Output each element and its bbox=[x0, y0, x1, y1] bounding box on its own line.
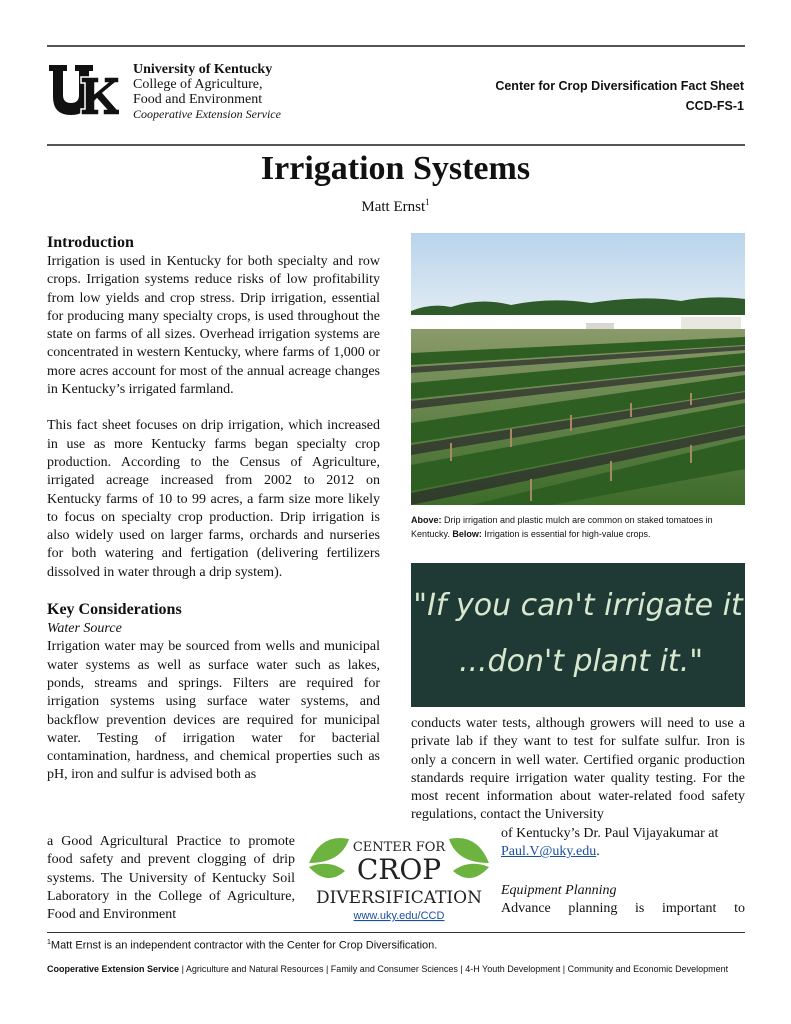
ccd-center-for: CENTER FOR bbox=[352, 840, 446, 855]
author bbox=[0, 197, 791, 216]
sign-line-1: "If you can't irrigate it bbox=[413, 588, 743, 623]
email-link[interactable]: Paul.V@uky.edu bbox=[501, 844, 597, 860]
ccd-crop: CROP bbox=[356, 853, 442, 886]
ccd-diversification: DIVERSIFICATION bbox=[316, 888, 482, 908]
uk-logo bbox=[47, 63, 119, 118]
water-source-subhead: Water Source bbox=[47, 621, 122, 637]
header-rule bbox=[47, 144, 745, 146]
uni-line-1: University of Kentucky bbox=[133, 62, 273, 77]
author-footnote-mark: 1 bbox=[425, 197, 430, 207]
right-paragraph-1-cont: of Kentucky’s Dr. Paul Vijayakumar at bbox=[501, 826, 719, 841]
footnote-mark: 1 bbox=[47, 939, 51, 946]
author-name: Matt Ernst bbox=[361, 199, 426, 215]
left-column bbox=[47, 233, 380, 785]
intro-heading: Introduction bbox=[47, 234, 134, 251]
irrigation-sign-photo bbox=[411, 563, 745, 707]
footnote bbox=[47, 939, 437, 952]
left-column-wrap bbox=[47, 833, 295, 924]
intro-paragraph-1: Irrigation is used in Kentucky for both specialty and row crops. Irrigation systems reduce risks of low profitability from low yields and crop stress. Drip irrigation, essential for producing many specialty crops, is used throughout the state on farms of all sizes. Overhead irrigation systems are concentrated in western Kentucky, where farms of 1,000 or more acres account for most of the annual acreage changes in Kentucky’s irrigated farmland. bbox=[47, 254, 380, 398]
water-source-paragraph-cont: a Good Agricultural Practice to promote food safety and prevent clogging of drip systems. The University of Kentucky Soil Laboratory in the College of Agriculture, Food and Environment bbox=[47, 834, 295, 923]
right-column bbox=[411, 715, 745, 825]
footer-rest: | Agriculture and Natural Resources | Family and Consumer Sciences | 4-H Youth Development | Community and Economic Development bbox=[179, 964, 729, 974]
fact-sheet-code: CCD-FS-1 bbox=[685, 99, 744, 113]
uni-line-3: Food and Environment bbox=[133, 92, 263, 107]
footer-bold: Cooperative Extension Service bbox=[47, 964, 180, 974]
page-title: Irrigation Systems bbox=[260, 150, 531, 187]
top-rule bbox=[47, 45, 745, 47]
caption-above-text: Drip irrigation and plastic mulch are common on staked tomatoes in Kentucky. bbox=[411, 515, 713, 539]
tomato-field-photo bbox=[411, 233, 745, 505]
university-name bbox=[133, 62, 281, 122]
center-title: Center for Crop Diversification Fact Sheet bbox=[495, 79, 744, 93]
caption-above-label: Above: bbox=[411, 515, 442, 525]
footer bbox=[47, 964, 747, 974]
fact-sheet-header bbox=[495, 76, 744, 116]
photo-caption bbox=[411, 513, 745, 541]
caption-below-text: Irrigation is essential for high-value crops. bbox=[481, 529, 651, 539]
uni-line-4: Cooperative Extension Service bbox=[133, 107, 281, 121]
equipment-planning-subhead: Equipment Planning bbox=[501, 882, 617, 898]
right-paragraph-1: conducts water tests, although growers will need to use a private lab if they want to test for sulfate sulfur. Iron is only a concern in well water. Certified organic production standards require irrigation water quality testing. For the most recent information about water-related food safety regulations, contact the University bbox=[411, 716, 745, 823]
ccd-url[interactable]: www.uky.edu/CCD bbox=[353, 910, 445, 922]
ccd-logo bbox=[305, 833, 493, 923]
key-considerations-heading: Key Considerations bbox=[47, 601, 182, 619]
water-source-paragraph: Irrigation water may be sourced from wells and municipal water systems as well as surface water such as lakes, ponds, streams and springs. Filters are required for irrigation systems using surface water systems, and backflow prevention devices are required for municipal water. Testing of irrigation water for bacterial contamination, hardness, and chemical properties such as pH, iron and sulfur is advised both as bbox=[47, 639, 380, 783]
sign-line-2: ...don't plant it." bbox=[458, 644, 704, 679]
uni-line-2: College of Agriculture, bbox=[133, 77, 263, 92]
right-column-wrap: of Kentucky’s Dr. Paul Vijayakumar at Paul.V@uky.edu. Equipment Planning Advance planning is important to bbox=[501, 825, 745, 918]
intro-paragraph-2: This fact sheet focuses on drip irrigation, which increased in use as more Kentucky farms began specialty crop production. According to the Census of Agriculture, irrigated acreage increased from 2002 to 2012 on Kentucky farms of 10 to 99 acres, a farm size more likely to focus on specialty crop production. Drip irrigation is also widely used on larger farms, orchards and nurseries for both watering and fertigation (delivering fertilizers dissolved in water through a drip system). bbox=[47, 418, 380, 580]
equipment-planning-paragraph: Advance planning is important to bbox=[501, 900, 745, 916]
caption-below-label: Below: bbox=[452, 529, 482, 539]
footnote-text: Matt Ernst is an independent contractor with the Center for Crop Diversification. bbox=[50, 939, 438, 952]
footnote-rule bbox=[47, 932, 745, 933]
